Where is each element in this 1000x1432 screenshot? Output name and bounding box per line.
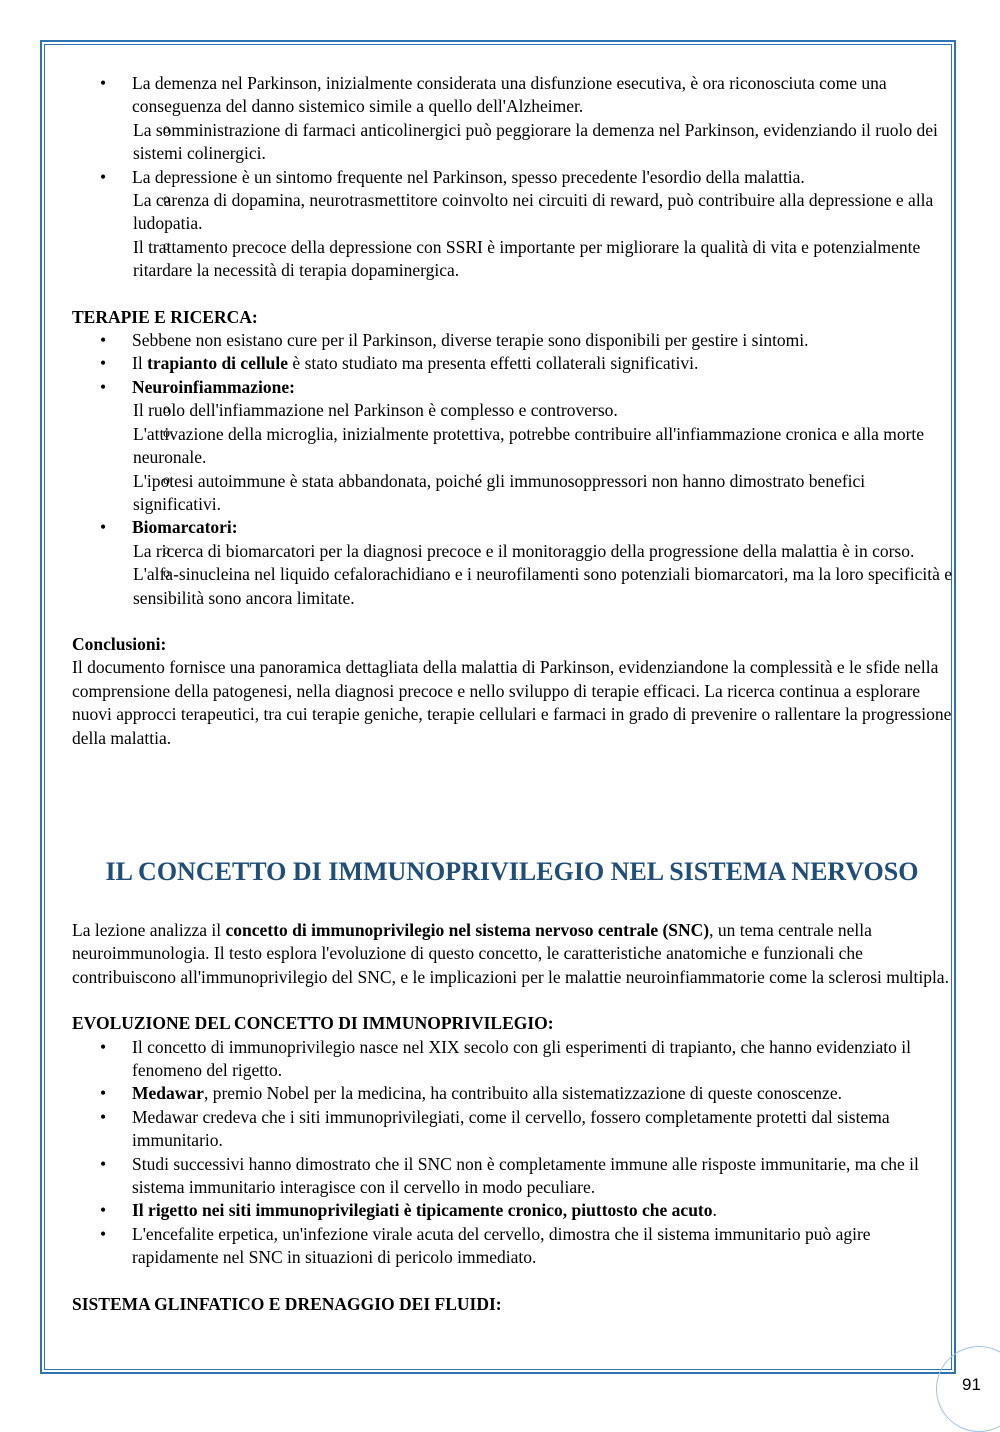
section-heading-conclusioni: Conclusioni: xyxy=(72,633,167,654)
text-run: La lezione analizza il xyxy=(72,920,226,940)
sub-list-item: o La somministrazione di farmaci anticolinergici può peggiorare la demenza nel Parkinson, evidenziando il ruolo dei sistemi colinergici. xyxy=(72,119,952,166)
sub-list-item: o Il trattamento precoce della depressione con SSRI è importante per migliorare la qualità di vita e potenzialmente ritardare la necessità di terapia dopaminergica. xyxy=(72,236,952,283)
section-heading-evoluzione: EVOLUZIONE DEL CONCETTO DI IMMUNOPRIVILEGIO: xyxy=(72,1013,554,1034)
list-item xyxy=(72,1199,952,1222)
list-item xyxy=(72,352,952,375)
list-item xyxy=(72,166,952,283)
list-item: • Il concetto di immunoprivilegio nasce nel XIX secolo con gli esperimenti di trapianto, che hanno evidenziato il fenomeno del rigetto. xyxy=(72,1036,952,1083)
section-heading-terapie: TERAPIE E RICERCA: xyxy=(72,306,258,327)
section-heading-glinfatico: SISTEMA GLINFATICO E DRENAGGIO DEI FLUIDI: xyxy=(72,1293,502,1314)
list-item: • Sebbene non esistano cure per il Parkinson, diverse terapie sono disponibili per gestire i sintomi. xyxy=(72,329,952,352)
list-item: • Medawar credeva che i siti immunoprivilegiati, come il cervello, fossero completamente protetti dal sistema immunitario. xyxy=(72,1106,952,1153)
bold-label: Biomarcatori: xyxy=(132,517,238,538)
list-item-text: La demenza nel Parkinson, inizialmente considerata una disfunzione esecutiva, è ora riconosciuta come una conseguenza del danno sistemico simile a quello dell'Alzheimer. xyxy=(132,73,887,117)
sub-list-item: o L'ipotesi autoimmune è stata abbandonata, poiché gli immunosoppressori non hanno dimostrato benefici significativi. xyxy=(72,470,952,517)
text-run: , un tema centrale nella neuroimmunologia. Il testo esplora l'evoluzione di questo concetto, le caratteristiche anatomiche e funzionali che contribuiscono all'immunoprivilegio del SNC, e le implicazioni per le malattie neuroinfiammatorie come la sclerosi multipla. xyxy=(72,920,949,987)
sub-list xyxy=(72,399,952,516)
sub-list-item: o L'attivazione della microglia, inizialmente protettiva, potrebbe contribuire all'infiammazione cronica e alla morte neuronale. xyxy=(72,423,952,470)
list-item xyxy=(72,1082,952,1105)
sub-list-item: o Il ruolo dell'infiammazione nel Parkinson è complesso e controverso. xyxy=(72,399,952,422)
list-item-text: La depressione è un sintomo frequente nel Parkinson, spesso precedente l'esordio della malattia. xyxy=(132,166,805,187)
intro-paragraph xyxy=(72,919,952,989)
conclusioni-paragraph: Il documento fornisce una panoramica dettagliata della malattia di Parkinson, evidenziandone la complessità e le sfide nella comprensione della patogenesi, nella diagnosi precoce e nello sviluppo di terapie efficaci. La ricerca continua a esplorare nuovi approcci terapeutici, tra cui terapie geniche, terapie cellulari e farmaci in grado di prevenire o rallentare la progressione della malattia. xyxy=(72,657,952,748)
text-run: , premio Nobel per la medicina, ha contribuito alla sistematizzazione di queste conoscenze. xyxy=(203,1083,842,1104)
evoluzione-list xyxy=(72,1036,952,1270)
parkinson-section xyxy=(72,72,952,750)
sub-list xyxy=(72,189,952,283)
parkinson-list xyxy=(72,72,952,283)
bold-label: Neuroinfiammazione: xyxy=(132,376,295,397)
bold-text: concetto di immunoprivilegio nel sistema nervoso centrale (SNC) xyxy=(225,920,710,940)
bold-text: Il rigetto nei siti immunoprivilegiati è tipicamente cronico, piuttosto che acuto xyxy=(132,1200,713,1221)
list-item xyxy=(72,376,952,516)
sub-list-item: o La carenza di dopamina, neurotrasmettitore coinvolto nei circuiti di reward, può contribuire alla depressione e alla ludopatia. xyxy=(72,189,952,236)
list-item xyxy=(72,72,952,166)
sub-list-item: o L'alfa-sinucleina nel liquido cefalorachidiano e i neurofilamenti sono potenziali biomarcatori, ma la loro specificità e sensibilità sono ancora limitate. xyxy=(72,563,952,610)
page-number: 91 xyxy=(962,1375,981,1394)
sub-list xyxy=(72,540,952,610)
section-title: IL CONCETTO DI IMMUNOPRIVILEGIO NEL SISTEMA NERVOSO xyxy=(105,857,919,886)
immunoprivilegio-section xyxy=(72,919,952,1316)
bold-text: trapianto di cellule xyxy=(147,353,289,374)
list-item: • L'encefalite erpetica, un'infezione virale acuta del cervello, dimostra che il sistema immunitario può agire rapidamente nel SNC in situazioni di pericolo immediato. xyxy=(72,1223,952,1270)
sub-list-item: o La ricerca di biomarcatori per la diagnosi precoce e il monitoraggio della progressione della malattia è in corso. xyxy=(72,540,952,563)
bold-text: Medawar xyxy=(132,1083,204,1104)
text-run: è stato studiato ma presenta effetti collaterali significativi. xyxy=(288,353,699,374)
terapie-list xyxy=(72,329,952,610)
list-item: • Studi successivi hanno dimostrato che il SNC non è completamente immune alle risposte immunitarie, ma che il sistema immunitario interagisce con il cervello in modo peculiare. xyxy=(72,1153,952,1200)
text-run: Il xyxy=(132,353,148,374)
sub-list xyxy=(72,119,952,166)
text-run: . xyxy=(712,1200,717,1221)
list-item xyxy=(72,516,952,610)
